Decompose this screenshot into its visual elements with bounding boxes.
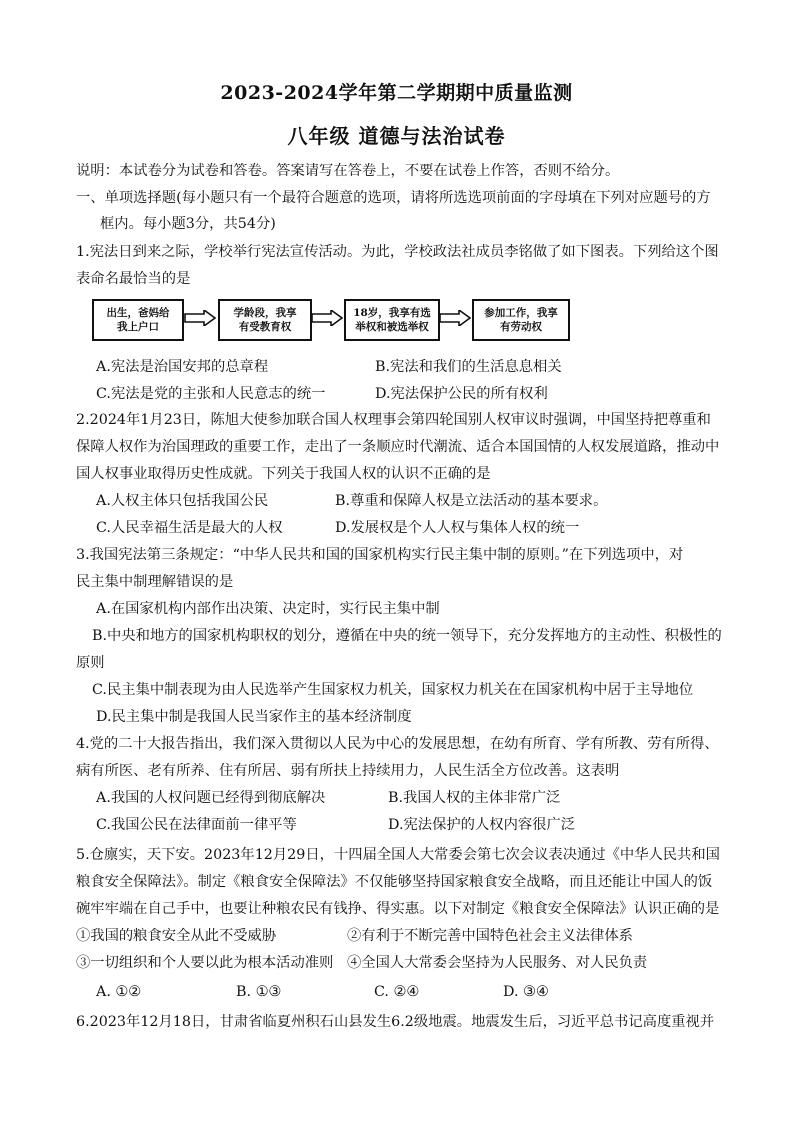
flow-box-work (472, 299, 570, 341)
q5-option-b: B. ①③ (236, 984, 282, 1000)
q5-option-c: C. ②④ (374, 984, 420, 1000)
q5-statement-3: ③一切组织和个人要以此为根本活动准则 (76, 955, 334, 971)
q2-stem-line1: 2.2024年1月23日，陈旭大使参加联合国人权理事会第四轮国别人权审议时强调，中国坚持把尊重和 (76, 412, 711, 428)
exam-title: 2023-2024学年第二学期期中质量监测 (220, 82, 573, 104)
q2-stem-line3: 国人权事业取得历史性成就。下列关于我国人权的认识不正确的是 (76, 466, 491, 482)
flow-box-text: 参加工作，我享 (484, 307, 558, 319)
flow-arrow-icon (184, 310, 216, 326)
q5-option-a: A. ①② (96, 984, 142, 1000)
exam-subtitle: 八年级 道德与法治试卷 (287, 124, 506, 148)
q3-option-d: D.民主集中制是我国人民当家作主的基本经济制度 (96, 709, 412, 725)
q1-stem-line2: 表命名最恰当的是 (76, 271, 191, 287)
q1-option-b: B.宪法和我们的生活息息相关 (375, 359, 562, 375)
q1-option-a: A.宪法是治国安邦的总章程 (96, 359, 269, 375)
q5-option-d: D. ③④ (503, 984, 549, 1000)
q4-option-b: B.我国人权的主体非常广泛 (388, 790, 561, 806)
flow-box-text: 有劳动权 (500, 321, 542, 333)
q3-option-a: A.在国家机构内部作出决策、决定时，实行民主集中制 (96, 601, 440, 617)
q5-stem-line3: 碗牢牢端在自己手中，也要让种粮农民有钱挣、得实惠。以下对制定《粮食安全保障法》认识正确的是 (76, 901, 720, 917)
flow-box-text: 学龄段，我享 (233, 307, 297, 319)
flow-box-text: 举权和被选举权 (355, 321, 429, 333)
q4-stem-line2: 病有所医、老有所养、住有所居、弱有所扶上持续用力，人民生活全方位改善。这表明 (76, 763, 620, 779)
q2-option-b: B.尊重和保障人权是立法活动的基本要求。 (335, 493, 608, 509)
q2-option-c: C.人民幸福生活是最大的人权 (96, 520, 283, 536)
q5-stem-line2: 粮食安全保障法》。制定《粮食安全保障法》不仅能够坚持国家粮食安全战略，而且还能让中国人的饭 (76, 874, 713, 890)
flow-arrow-icon (439, 310, 471, 326)
flow-box-text: 18岁，我享有选 (353, 307, 431, 319)
flow-box-eighteen (344, 299, 440, 341)
q1-stem-line1: 1.宪法日到来之际，学校举行宪法宣传活动。为此，学校政法社成员李铭做了如下图表。下列给这个图 (76, 244, 719, 260)
q2-stem-line2: 保障人权作为治国理政的重要工作，走出了一条顺应时代潮流、适合本国国情的人权发展道路，推动中 (76, 439, 720, 455)
flow-box-text: 有受教育权 (238, 321, 292, 333)
flow-box-text: 出生，爸妈给 (106, 307, 170, 319)
q4-option-c: C.我国公民在法律面前一律平等 (96, 817, 297, 833)
q3-stem-line2: 民主集中制理解错误的是 (76, 574, 234, 590)
q4-stem-line1: 4.党的二十大报告指出，我们深入贯彻以人民为中心的发展思想，在幼有所育、学有所教、劳有所得、 (76, 736, 719, 752)
q5-stem-line1: 5.仓廪实，天下安。2023年12月29日，十四届全国人大常委会第七次会议表决通过《中华人民共和国 (76, 847, 720, 863)
q6-stem-line1: 6.2023年12月18日，甘肃省临夏州积石山县发生6.2级地震。地震发生后，习近平总书记高度重视并 (76, 1014, 715, 1030)
q1-option-d: D.宪法保护公民的所有权利 (375, 386, 548, 402)
section1-heading-line1: 一、单项选择题(每小题只有一个最符合题意的选项，请将所选选项前面的字母填在下列对应题号的方 (76, 190, 711, 206)
section1-heading-line2: 框内。每小题3分，共54分) (100, 216, 276, 232)
flow-box-text: 我上户口 (117, 321, 159, 333)
instructions: 说明：本试卷分为试卷和答卷。答案请写在答卷上，不要在试卷上作答，否则不给分。 (76, 163, 620, 179)
q5-statement-4: ④全国人大常委会坚持为人民服务、对人民负责 (347, 955, 648, 971)
flow-box-school (218, 299, 312, 341)
q4-option-a: A.我国的人权问题已经得到彻底解决 (96, 790, 326, 806)
q1-option-c: C.宪法是党的主张和人民意志的统一 (96, 386, 326, 402)
q1-flowchart (92, 299, 572, 341)
flow-arrow-icon (311, 310, 343, 326)
q3-option-b-line2: 原则 (76, 655, 105, 671)
q5-statement-2: ②有利于不断完善中国特色社会主义法律体系 (347, 928, 633, 944)
q3-option-c: C.民主集中制表现为由人民选举产生国家权力机关，国家权力机关在在国家机构中居于主导地位 (92, 682, 694, 698)
q2-option-d: D.发展权是个人人权与集体人权的统一 (335, 520, 580, 536)
q3-stem-line1: 3.我国宪法第三条规定：“中华人民共和国的国家机构实行民主集中制的原则。”在下列选项中，对 (76, 547, 684, 563)
q3-option-b-line1: B.中央和地方的国家机构职权的划分，遵循在中央的统一领导下，充分发挥地方的主动性、积极性的 (92, 628, 722, 644)
q4-option-d: D.宪法保护的人权内容很广泛 (388, 817, 576, 833)
q5-statement-1: ①我国的粮食安全从此不受威胁 (76, 928, 277, 944)
q2-option-a: A.人权主体只包括我国公民 (96, 493, 269, 509)
flow-box-birth (92, 299, 184, 341)
